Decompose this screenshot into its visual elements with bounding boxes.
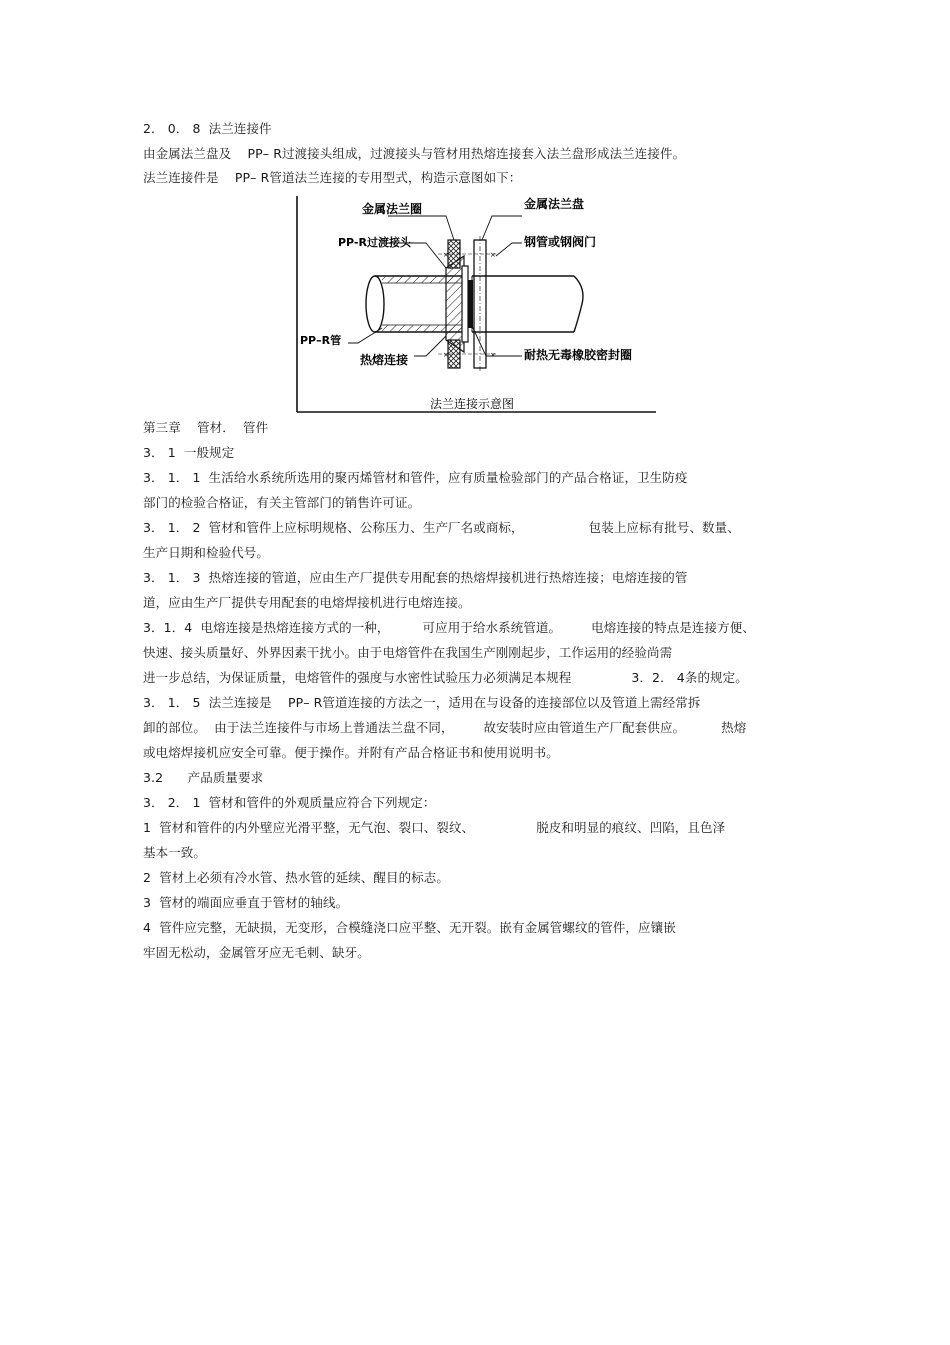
section-3-1-5-part-3: 热熔 [721, 720, 747, 735]
section-3-1-4-line-1 [143, 620, 755, 636]
flange-connection-diagram [296, 196, 658, 414]
section-2-0-8-heading: 2． 0． 8 法兰连接件 [143, 121, 272, 136]
section-3-1-4-part-1: 3．1．4 电熔连接是热熔连接方式的一种， [143, 620, 390, 635]
section-3-1-4-line-3 [143, 670, 748, 686]
svg-text:×: × [443, 251, 449, 259]
section-3-1-3-line-2: 道，应由生产厂提供专用配套的电熔焊接机进行电熔连接。 [143, 595, 471, 610]
section-2-0-8-para-2: 法兰连接件是 PP– R管道法兰连接的专用型式，构造示意图如下： [143, 170, 522, 185]
section-3-1-4-line-2: 快速、接头质量好、外界因素干扰小。由于电熔管件在我国生产刚刚起步，工作运用的经验尚需 [143, 645, 673, 660]
section-3-1-5-line-1: 3． 1． 5 法兰连接是 PP– R管道连接的方法之一，适用在与设备的连接部位以及管道上需经常拆 [143, 695, 701, 710]
section-3-1-5-line-2 [143, 720, 746, 736]
svg-text:×: × [443, 351, 449, 359]
item-2: 2 管材上必须有冷水管、热水管的延续、醒目的标志。 [143, 870, 450, 885]
section-3-2-1-heading: 3． 2． 1 管材和管件的外观质量应符合下列规定： [143, 795, 436, 810]
section-3-1-2-part-1: 3． 1． 2 管材和管件上应标明规格、公称压力、生产厂名或商标， [143, 520, 524, 535]
item-1-part-1: 1 管材和管件的内外壁应光滑平整，无气泡、裂口、裂纹、 [143, 820, 475, 835]
section-3-2-heading: 3.2 产品质量要求 [143, 770, 264, 785]
section-3-1-4-part-5: 3．2． 4条的规定。 [631, 670, 748, 685]
section-3-1-4-part-2: 可应用于给水系统管道。 [422, 620, 562, 635]
label-metal-flange-ring: 金属法兰圈 [362, 202, 423, 216]
label-metal-flange-plate: 金属法兰盘 [524, 197, 585, 211]
label-ppr-transition: PP-R过渡接头 [338, 236, 411, 249]
section-3-1-2-line-2: 生产日期和检验代号。 [143, 545, 270, 560]
section-3-1-1-line-2: 部门的检验合格证，有关主管部门的销售许可证。 [143, 495, 421, 510]
section-3-1-4-part-3: 电熔连接的特点是连接方便、 [591, 620, 755, 635]
item-4-line-2: 牢固无松动，金属管牙应无毛刺、缺牙。 [143, 945, 370, 960]
label-steel-pipe: 钢管或钢阀门 [524, 235, 597, 249]
ppr-transition-joint [446, 256, 468, 352]
section-3-1-2-line-1 [143, 520, 740, 536]
label-hot-melt: 热熔连接 [360, 353, 409, 367]
item-4-line-1: 4 管件应完整，无缺损，无变形，合模缝浇口应平整、无开裂。嵌有金属管螺纹的管件，应镶嵌 [143, 920, 676, 935]
figure-caption: 法兰连接示意图 [430, 397, 515, 411]
item-1-part-2: 脱皮和明显的痕纹、凹陷，且色泽 [536, 820, 726, 835]
steel-pipe [472, 276, 583, 332]
svg-text:×: × [490, 251, 496, 259]
section-2-0-8-para-1: 由金属法兰盘及 PP– R过渡接头组成，过渡接头与管材用热熔连接套入法兰盘形成法兰连接件。 [143, 146, 686, 161]
item-1-line-2: 基本一致。 [143, 845, 207, 860]
section-3-1-5-part-2: 故安装时应由管道生产厂配套供应。 [483, 720, 686, 735]
section-3-1-4-part-4: 进一步总结，为保证质量，电熔管件的强度与水密性试验压力必须满足本规程 [143, 670, 572, 685]
item-1-line-1 [143, 820, 725, 836]
label-seal-ring: 耐热无毒橡胶密封圈 [524, 348, 633, 362]
section-3-1-5-line-3: 或电熔焊接机应安全可靠。便于操作。并附有产品合格证书和使用说明书。 [143, 745, 559, 760]
chapter-3-title: 第三章 管材． 管件 [143, 420, 269, 435]
section-3-1-2-part-2: 包装上应标有批号、数量、 [588, 520, 740, 535]
section-3-1-heading: 3． 1 一般规定 [143, 445, 235, 460]
section-3-1-5-part-1: 卸的部位。 由于法兰连接件与市场上普通法兰盘不同， [143, 720, 454, 735]
svg-text:×: × [490, 351, 496, 359]
item-3: 3 管材的端面应垂直于管材的轴线。 [143, 895, 349, 910]
section-3-1-3-line-1: 3． 1． 3 热熔连接的管道，应由生产厂提供专用配套的热熔焊接机进行热熔连接；电熔连接的管 [143, 570, 688, 585]
label-ppr-pipe: PP–R管 [300, 334, 342, 347]
section-3-1-1-line-1: 3． 1． 1 生活给水系统所选用的聚丙烯管材和管件，应有质量检验部门的产品合格证，卫生防疫 [143, 470, 688, 485]
